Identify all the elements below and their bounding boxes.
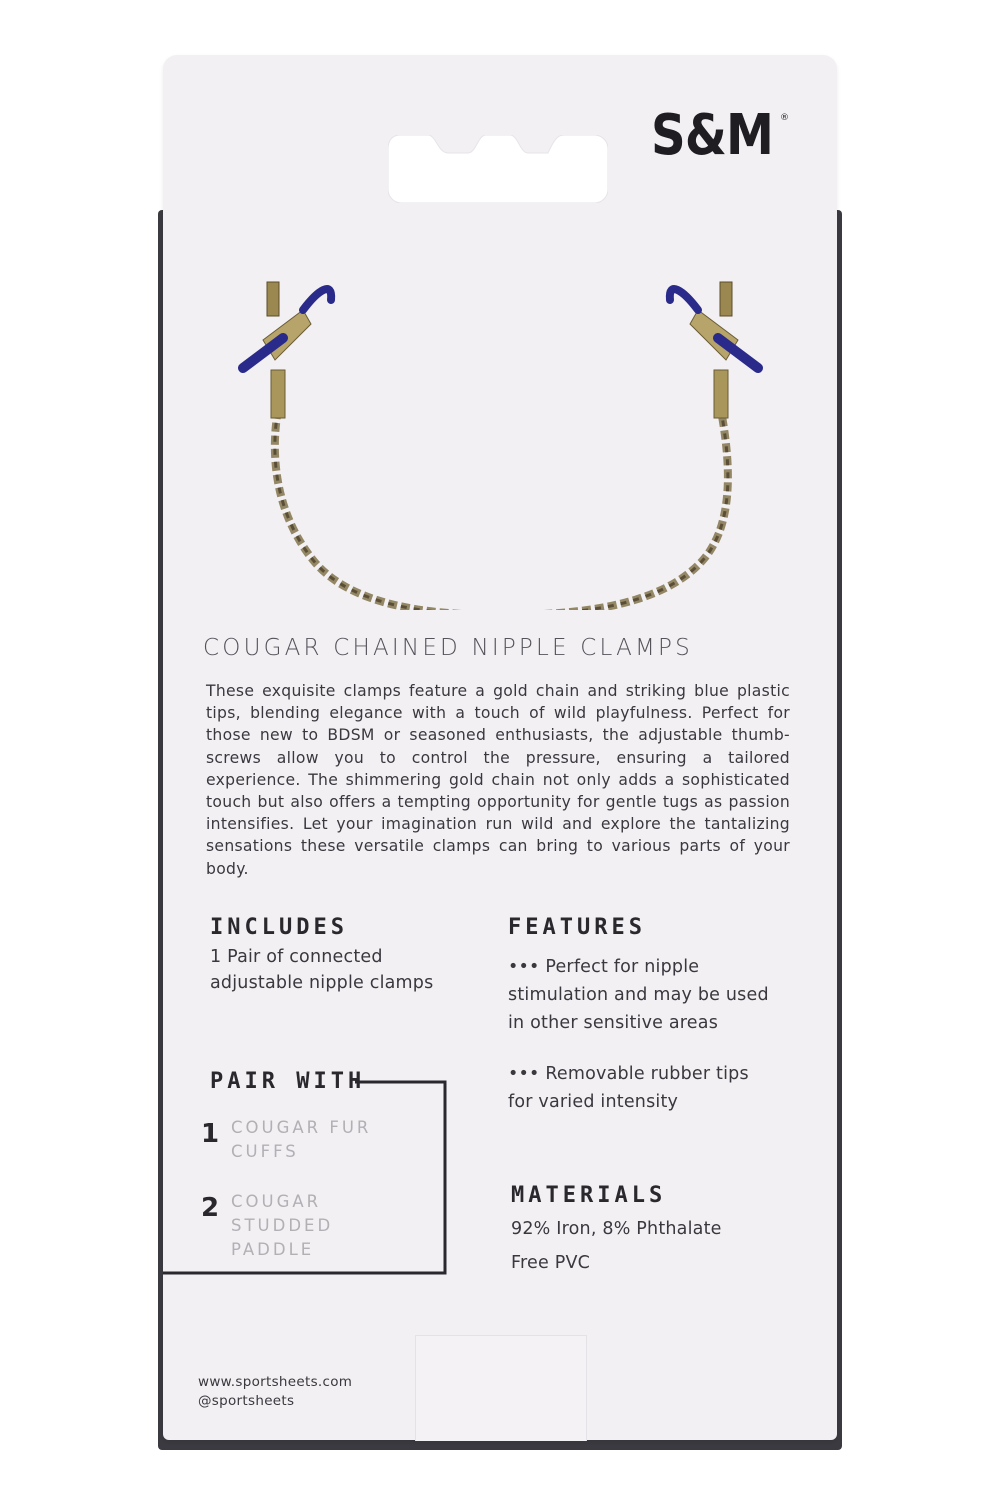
website-link[interactable]: www.sportsheets.com (198, 1374, 353, 1390)
includes-line-1: 1 Pair of connected (210, 947, 383, 967)
product-description: These exquisite clamps feature a gold chain and striking blue plastic tips, blending elegance with a touch of wild playfulness. Perfect for those new to BDSM or seasoned enthusiasts, the adjustable thumb-screws allow you to control the pressure, ensuring a tailored experience. The shimmering gold chain not only adds a sophisticated touch but also offers a tempting opportunity for gentle tugs as passion intensifies. Let your imagination run wild and explore the tantalizing sensations these versatile clamps can bring to various parts of your body. (206, 682, 790, 878)
features-item-2-line-2: for varied intensity (508, 1092, 679, 1112)
features-heading: FEATURES (508, 915, 646, 940)
product-title: COUGAR CHAINED NIPPLE CLAMPS (203, 635, 693, 661)
includes-heading: INCLUDES (210, 915, 348, 940)
pair-with-item-1-line-2: CUFFS (231, 1142, 299, 1161)
pair-with-num-2: 2 (201, 1193, 220, 1223)
right-clamp-icon (670, 282, 758, 418)
social-handle[interactable]: @sportsheets (198, 1393, 295, 1409)
pair-with-item-1-line-1: COUGAR FUR (231, 1118, 372, 1137)
materials-heading: MATERIALS (511, 1183, 667, 1208)
registered-mark: ® (780, 113, 789, 123)
pair-with-heading: PAIR WITH (210, 1069, 366, 1094)
features-item-1-line-1: ••• Perfect for nipple (508, 957, 700, 977)
product-image (223, 220, 783, 610)
pair-with-item-2-line-3: PADDLE (231, 1240, 315, 1259)
includes-line-2: adjustable nipple clamps (210, 973, 434, 993)
left-clamp-icon (243, 282, 331, 418)
pair-with-num-1: 1 (201, 1119, 220, 1149)
pair-with-item-2-line-1: COUGAR (231, 1192, 322, 1211)
features-item-1-line-3: in other sensitive areas (508, 1013, 719, 1033)
package-card (163, 55, 837, 1440)
features-item-2-line-1: ••• Removable rubber tips (508, 1064, 749, 1084)
chain-icon (275, 410, 728, 610)
materials-line-2: Free PVC (511, 1253, 591, 1273)
bottom-flap (415, 1335, 587, 1441)
hang-hole (388, 135, 608, 203)
pair-with-item-2-line-2: STUDDED (231, 1216, 334, 1235)
features-item-1-line-2: stimulation and may be used (508, 985, 769, 1005)
materials-line-1: 92% Iron, 8% Phthalate (511, 1219, 722, 1239)
brand-logo: S&M (651, 103, 774, 168)
